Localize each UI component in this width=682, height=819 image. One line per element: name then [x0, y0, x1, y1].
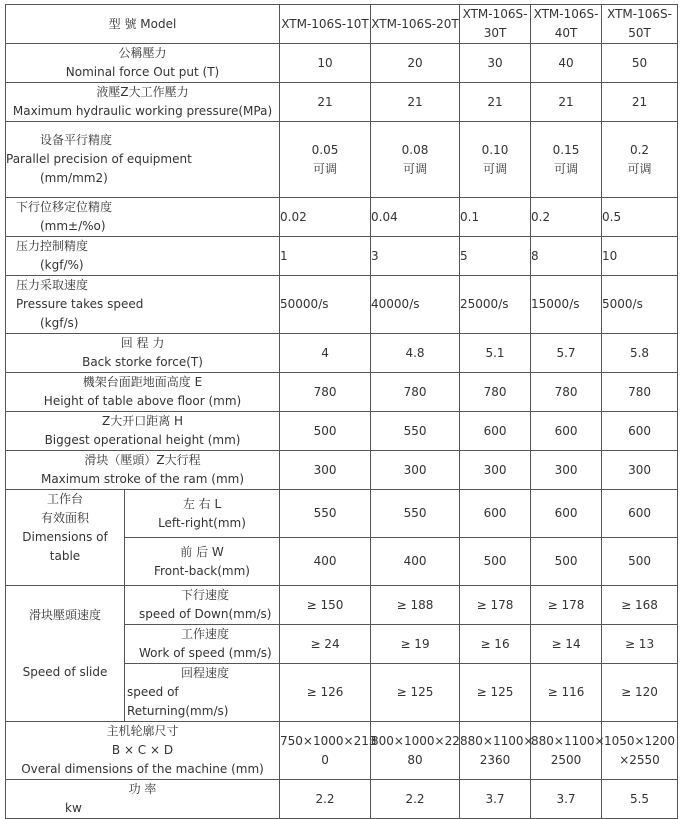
value-cell: 750×1000×213 0 — [280, 722, 371, 780]
model-cell: XTM-106S-10T — [280, 5, 371, 44]
table-row — [6, 83, 678, 122]
value-cell: 550 — [371, 490, 460, 538]
sub-label: 工作速度 Work of speed (mm/s) — [125, 625, 280, 664]
value-cell: 5.1 — [460, 334, 531, 373]
value-cell: 0.2 — [531, 198, 602, 237]
value-cell: 780 — [280, 373, 371, 412]
value-cell: ≥ 178 — [531, 586, 602, 625]
value-cell: 0.04 — [371, 198, 460, 237]
value-cell: 780 — [460, 373, 531, 412]
value-cell: 500 — [531, 538, 602, 586]
value-cell: 0.15 可调 — [531, 122, 602, 198]
value-cell: 8 — [531, 237, 602, 276]
value-cell: 10 — [280, 44, 371, 83]
row-label: 下行位移定位精度 (mm±/%o) — [6, 198, 280, 237]
value-cell: 40 — [531, 44, 602, 83]
value-cell: 880×1100× 2360 — [460, 722, 531, 780]
value-cell: 0.1 — [460, 198, 531, 237]
value-cell: 20 — [371, 44, 460, 83]
value-cell: 3.7 — [460, 780, 531, 819]
row-label: 滑块（壓頭）Z大行程 Maximum stroke of the ram (mm) — [6, 451, 280, 490]
value-cell: 25000/s — [460, 276, 531, 334]
row-label: 機架台面距地面高度 E Height of table above floor (mm) — [6, 373, 280, 412]
value-cell: 600 — [460, 412, 531, 451]
value-cell: ≥ 14 — [531, 625, 602, 664]
value-cell: 780 — [371, 373, 460, 412]
row-label: Z大开口距离 H Biggest operational height (mm) — [6, 412, 280, 451]
sub-label: 左 右 L Left-right(mm) — [125, 490, 280, 538]
value-cell: 550 — [280, 490, 371, 538]
value-cell: ≥ 125 — [371, 664, 460, 722]
table-row — [6, 237, 678, 276]
value-cell: 30 — [460, 44, 531, 83]
value-cell: 780 — [602, 373, 678, 412]
value-cell: 10 — [602, 237, 678, 276]
value-cell: 21 — [531, 83, 602, 122]
value-cell: 2.2 — [371, 780, 460, 819]
row-label: 压力控制精度 (kgf/%) — [6, 237, 280, 276]
table-row — [6, 780, 678, 819]
value-cell: ≥ 178 — [460, 586, 531, 625]
value-cell: 0.02 — [280, 198, 371, 237]
row-label: 公稱壓力 Nominal force Out put (T) — [6, 44, 280, 83]
table-row — [6, 586, 678, 625]
value-cell: 300 — [602, 451, 678, 490]
row-label: 功 率 kw — [6, 780, 280, 819]
value-cell: 300 — [460, 451, 531, 490]
value-cell: 300 — [371, 451, 460, 490]
value-cell: 5.5 — [602, 780, 678, 819]
value-cell: ≥ 168 — [602, 586, 678, 625]
value-cell: 500 — [602, 538, 678, 586]
value-cell: 800×1000×22 80 — [371, 722, 460, 780]
value-cell: 600 — [531, 490, 602, 538]
value-cell: 4.8 — [371, 334, 460, 373]
value-cell: 600 — [602, 490, 678, 538]
group-label-slide-speed: 滑块壓頭速度 Speed of slide — [6, 586, 125, 722]
value-cell: ≥ 13 — [602, 625, 678, 664]
value-cell: ≥ 24 — [280, 625, 371, 664]
value-cell: 50 — [602, 44, 678, 83]
row-label: 主机轮廓尺寸 B × C × D Overal dimensions of the machine (mm) — [6, 722, 280, 780]
value-cell: ≥ 19 — [371, 625, 460, 664]
value-cell: 40000/s — [371, 276, 460, 334]
value-cell: 4 — [280, 334, 371, 373]
value-cell: 880×1100× 2500 — [531, 722, 602, 780]
value-cell: 0.05 可调 — [280, 122, 371, 198]
value-cell: 780 — [531, 373, 602, 412]
sub-label: 回程速度 speed of Returning(mm/s) — [125, 664, 280, 722]
sub-label: 下行速度 speed of Down(mm/s) — [125, 586, 280, 625]
value-cell: 500 — [280, 412, 371, 451]
model-label: 型 號 Model — [6, 5, 280, 44]
value-cell: 400 — [280, 538, 371, 586]
value-cell: ≥ 16 — [460, 625, 531, 664]
value-cell: 21 — [460, 83, 531, 122]
spec-table — [5, 4, 678, 819]
table-row — [6, 276, 678, 334]
row-label: 设备平行精度 Parallel precision of equipment (mm/mm2) — [6, 122, 280, 198]
value-cell: 400 — [371, 538, 460, 586]
row-label: 回 程 力 Back storke force(T) — [6, 334, 280, 373]
group-label-table-dimensions: 工作台 有效面积 Dimensions of table — [6, 490, 125, 586]
value-cell: 1050×1200 ×2550 — [602, 722, 678, 780]
value-cell: 500 — [460, 538, 531, 586]
value-cell: 600 — [602, 412, 678, 451]
value-cell: 21 — [371, 83, 460, 122]
value-cell: 50000/s — [280, 276, 371, 334]
value-cell: 15000/s — [531, 276, 602, 334]
table-row — [6, 334, 678, 373]
value-cell: 3 — [371, 237, 460, 276]
value-cell: 300 — [531, 451, 602, 490]
model-cell: XTM-106S- 40T — [531, 5, 602, 44]
value-cell: 3.7 — [531, 780, 602, 819]
value-cell: ≥ 188 — [371, 586, 460, 625]
table-row — [6, 451, 678, 490]
value-cell: 0.10 可调 — [460, 122, 531, 198]
value-cell: 21 — [280, 83, 371, 122]
value-cell: 5.7 — [531, 334, 602, 373]
value-cell: 0.2 可调 — [602, 122, 678, 198]
value-cell: 600 — [460, 490, 531, 538]
row-label: 液壓Z大工作壓力 Maximum hydraulic working pressure(MPa) — [6, 83, 280, 122]
value-cell: 300 — [280, 451, 371, 490]
value-cell: 600 — [531, 412, 602, 451]
value-cell: ≥ 150 — [280, 586, 371, 625]
value-cell: ≥ 116 — [531, 664, 602, 722]
value-cell: 5.8 — [602, 334, 678, 373]
value-cell: 2.2 — [280, 780, 371, 819]
value-cell: 5000/s — [602, 276, 678, 334]
table-row — [6, 44, 678, 83]
table-row — [6, 412, 678, 451]
value-cell: 21 — [602, 83, 678, 122]
sub-label: 前 后 W Front-back(mm) — [125, 538, 280, 586]
value-cell: ≥ 120 — [602, 664, 678, 722]
table-row — [6, 373, 678, 412]
table-row — [6, 490, 678, 538]
table-row — [6, 122, 678, 198]
model-cell: XTM-106S- 30T — [460, 5, 531, 44]
value-cell: 0.08 可调 — [371, 122, 460, 198]
table-row — [6, 198, 678, 237]
value-cell: 0.5 — [602, 198, 678, 237]
value-cell: ≥ 126 — [280, 664, 371, 722]
value-cell: 5 — [460, 237, 531, 276]
value-cell: 1 — [280, 237, 371, 276]
header-row — [6, 5, 678, 44]
table-row — [6, 722, 678, 780]
row-label: 压力采取速度 Pressure takes speed (kgf/s) — [6, 276, 280, 334]
value-cell: 550 — [371, 412, 460, 451]
value-cell: ≥ 125 — [460, 664, 531, 722]
model-cell: XTM-106S- 50T — [602, 5, 678, 44]
model-cell: XTM-106S-20T — [371, 5, 460, 44]
